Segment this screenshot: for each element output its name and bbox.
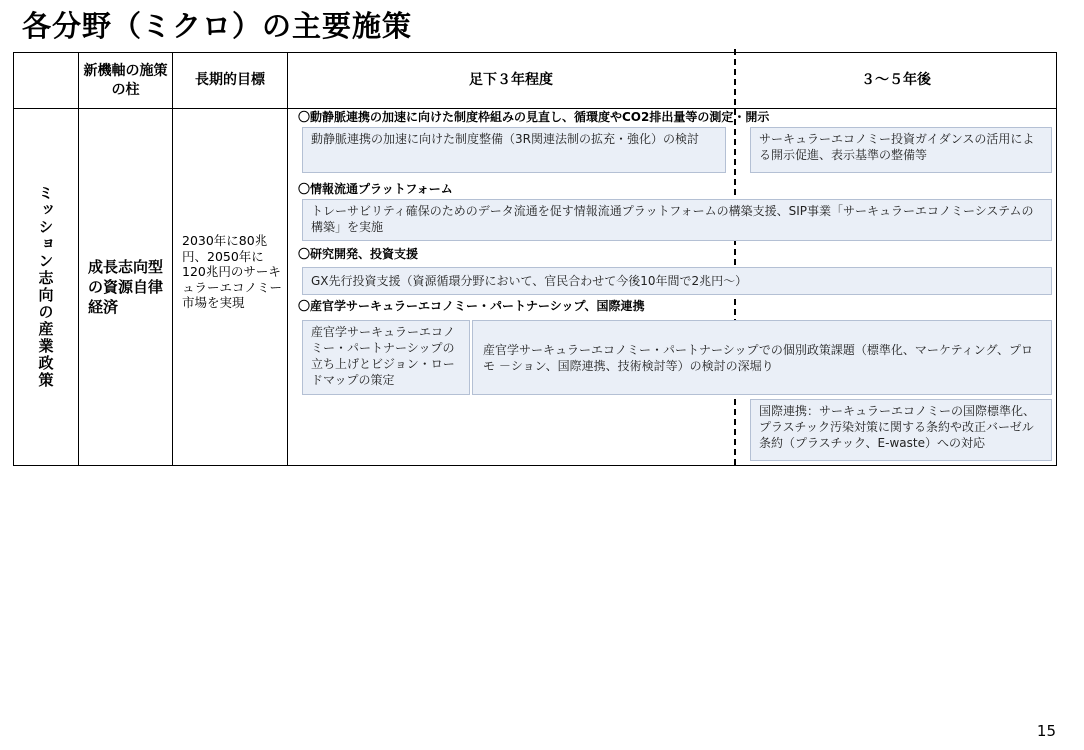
long-term-goal: 2030年に80兆円、2050年に120兆円のサーキュラーエコノミー市場を実現: [182, 233, 283, 310]
section-heading: 〇研究開発、投資支援: [298, 247, 419, 261]
pillar-text: 成長志向型の資源自律経済: [88, 257, 164, 316]
section-heading: 〇産官学サーキュラーエコノミー・パートナーシップ、国際連携: [298, 299, 645, 313]
page-title: 各分野（ミクロ）の主要施策: [22, 9, 413, 43]
header-3-5-years: ３～５年後: [861, 72, 931, 88]
policy-box: GX先行投資支援（資源循環分野において、官民合わせて今後10年間で2兆円～）: [302, 267, 1052, 295]
page-number: 15: [1036, 722, 1056, 740]
column-divider: [78, 53, 79, 465]
pillar-label: [80, 108, 172, 465]
header-long-term-goal: 長期的目標: [195, 72, 265, 88]
policy-box: 国際連携：サーキュラーエコノミーの国際標準化、プラスチック汚染対策に関する条約や改正バーゼル条約（プラスチック、E-waste）への対応: [750, 399, 1052, 461]
header-empty: [14, 53, 78, 108]
policy-box: トレーサビリティ確保のためのデータ流通を促す情報流通プラットフォームの構築支援、SIP事業「サーキュラーエコノミーシステムの構築」を実施: [302, 199, 1052, 241]
header-pillar: 新機軸の施策の柱: [83, 62, 168, 98]
mission-label: [14, 108, 78, 465]
mission-text: ミッション志向の産業政策: [36, 184, 55, 389]
policy-box: サーキュラーエコノミー投資ガイダンスの活用による開示促進、表示基準の整備等: [750, 127, 1052, 173]
column-divider: [287, 53, 288, 465]
policy-table: [13, 52, 1057, 466]
section-heading: 〇情報流通プラットフォーム: [298, 182, 453, 196]
policy-box: 産官学サーキュラーエコノミー・パートナーシップの立ち上げとビジョン・ロードマップの策定: [302, 320, 470, 395]
policy-box: 産官学サーキュラーエコノミー・パートナーシップでの個別政策課題（標準化、マーケティング、プロモ －ション、国際連携、技術検討等）の検討の深堀り: [472, 320, 1052, 395]
section-heading: 〇動静脈連携の加速に向けた制度枠組みの見直し、循環度やCO2排出量等の測定・開示: [298, 110, 770, 124]
column-divider: [172, 53, 173, 465]
header-near-term: 足下３年程度: [469, 72, 553, 88]
policy-box: 動静脈連携の加速に向けた制度整備（3R関連法制の拡充・強化）の検討: [302, 127, 726, 173]
